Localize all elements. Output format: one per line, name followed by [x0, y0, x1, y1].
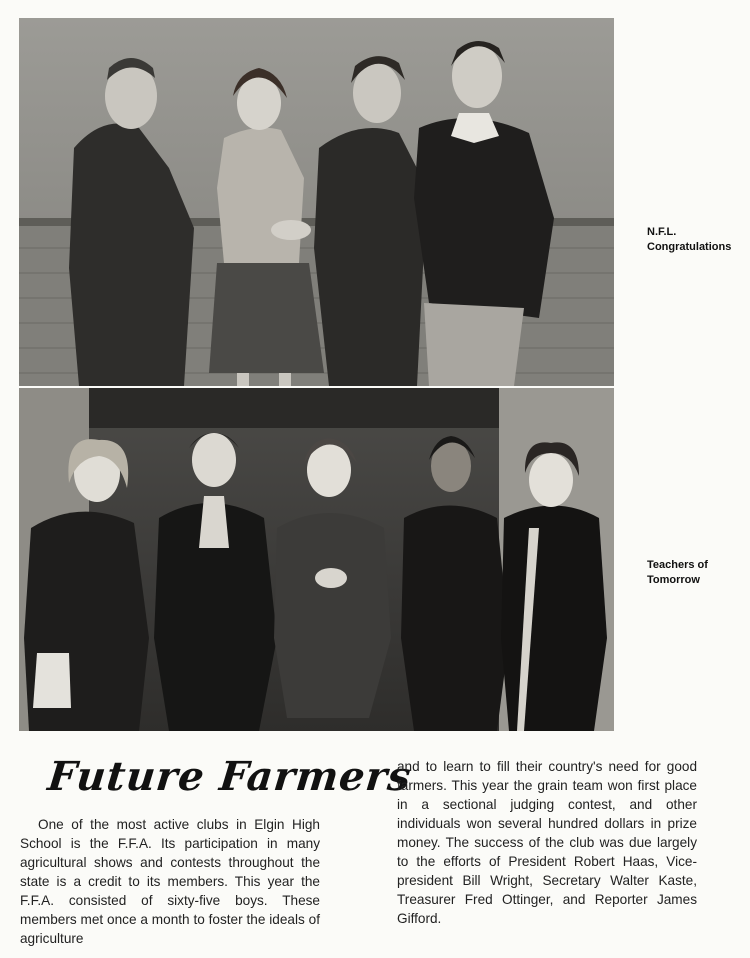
photo-nfl-congratulations — [19, 18, 614, 386]
photo-teachers-of-tomorrow — [19, 388, 614, 731]
woman-2 — [154, 433, 277, 731]
article-column-left: One of the most active clubs in Elgin High School is the F.F.A. Its participation in many agricultural shows and contests throughout the state is a credit to its members. This year the F.F.A. consisted of sixty-five boys. These members met once a month to foster the ideals of agriculture — [20, 817, 320, 946]
caption-teachers-of-tomorrow: Teachers of Tomorrow — [647, 559, 708, 586]
article-column-right: and to learn to fill their country's need for good farmers. This year the grain team won first place in a sectional judging contest, and other individuals won several hundred dollars in prize money. The success of the club was due largely to the efforts of President Robert Haas, Vice-president Bill Wright, Secretary Walter Kaste, Treasurer Fred Ottinger, and Reporter James Gifford. — [397, 759, 697, 926]
article-heading: Future Farmers — [45, 753, 414, 800]
person-1 — [69, 58, 194, 386]
woman-3 — [274, 438, 391, 718]
woman-4 — [401, 436, 509, 731]
caption-nfl-congratulations: N.F.L. Congratulations — [647, 226, 732, 253]
